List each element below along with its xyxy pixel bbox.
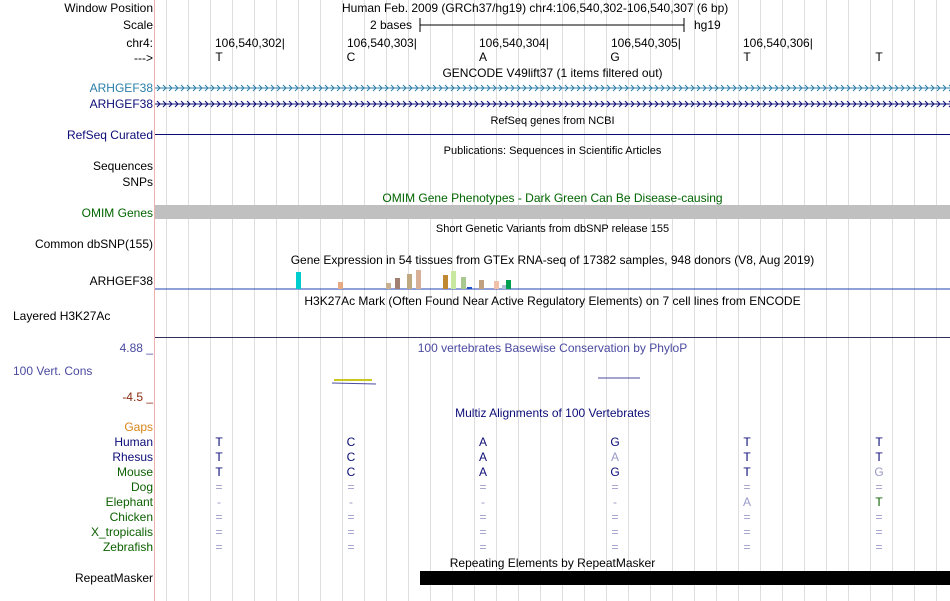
species-label[interactable]: Chicken — [109, 510, 153, 524]
gtex-tissue-bar[interactable] — [451, 271, 456, 289]
gtex-tissue-bar[interactable] — [416, 270, 421, 289]
alignment-base: = — [875, 480, 883, 494]
cons-label[interactable]: 100 Vert. Cons — [13, 364, 93, 378]
alignment-base: A — [478, 450, 487, 464]
cons-max-label: 4.88 _ — [119, 341, 153, 355]
position-tick: 106,540,303| — [347, 36, 417, 50]
alignment-base: = — [479, 510, 487, 524]
alignment-base: A — [610, 450, 619, 464]
reference-base: C — [346, 50, 356, 64]
pubs-track-title: Publications: Sequences in Scientific Articles — [443, 145, 662, 157]
alignment-base: = — [347, 480, 355, 494]
alignment-base: - — [613, 495, 617, 509]
gtex-tissue-bar[interactable] — [395, 278, 400, 289]
scale-value: 2 bases — [370, 18, 413, 32]
alignment-base: = — [347, 525, 355, 539]
alignment-base: - — [349, 495, 353, 509]
gtex-tissue-bar[interactable] — [461, 277, 466, 289]
alignment-base: T — [215, 450, 223, 464]
alignment-base: = — [611, 480, 619, 494]
reference-base: T — [743, 50, 751, 64]
alignment-base: = — [743, 510, 751, 524]
alignment-base: = — [743, 480, 751, 494]
position-tick: 106,540,304| — [479, 36, 549, 50]
alignment-base: T — [215, 435, 223, 449]
gtex-tissue-bar[interactable] — [467, 287, 472, 289]
alignment-base: = — [611, 525, 619, 539]
gtex-track-title: Gene Expression in 54 tissues from GTEx RNA-seq of 17382 samples, 948 donors (V8, Aug 2019) — [290, 253, 815, 267]
species-label[interactable]: Elephant — [105, 495, 153, 509]
alignment-base: = — [479, 540, 487, 554]
gtex-tissue-bar[interactable] — [386, 283, 391, 289]
gtex-tissue-bar[interactable] — [407, 274, 412, 289]
alignment-base: = — [215, 525, 223, 539]
omim-label[interactable]: OMIM Genes — [81, 206, 153, 220]
alignment-base: = — [479, 480, 487, 494]
gtex-tissue-bar[interactable] — [296, 272, 301, 289]
alignment-base: G — [610, 465, 620, 479]
alignment-base: T — [743, 450, 751, 464]
reference-base: T — [215, 50, 223, 64]
alignment-base: = — [215, 480, 223, 494]
strand-label: ---> — [134, 51, 153, 65]
alignment-base: = — [347, 540, 355, 554]
alignment-base: T — [875, 435, 883, 449]
gencode-transcript-2[interactable] — [155, 98, 950, 110]
alignment-base: A — [742, 495, 751, 509]
species-label[interactable]: Dog — [130, 480, 153, 494]
alignment-base: = — [875, 540, 883, 554]
alignment-base: = — [215, 510, 223, 524]
alignment-base: A — [478, 435, 487, 449]
gaps-label[interactable]: Gaps — [124, 420, 153, 434]
alignment-base: = — [479, 525, 487, 539]
alignment-base: C — [346, 465, 356, 479]
omim-track-title: OMIM Gene Phenotypes - Dark Green Can Be Disease-causing — [382, 191, 723, 205]
alignment-base: T — [743, 465, 751, 479]
species-label[interactable]: X_tropicalis — [90, 525, 153, 539]
refseq-label[interactable]: RefSeq Curated — [66, 128, 153, 142]
cons-track-title: 100 vertebrates Basewise Conservation by PhyloP — [417, 341, 688, 355]
alignment-base: = — [743, 525, 751, 539]
refseq-track-title: RefSeq genes from NCBI — [490, 115, 615, 127]
alignment-base: T — [875, 495, 883, 509]
cons-score-mark — [598, 376, 643, 382]
gtex-tissue-bar[interactable] — [506, 280, 511, 289]
gtex-expression-bars[interactable] — [155, 266, 950, 290]
rmsk-track-title: Repeating Elements by RepeatMasker — [449, 556, 656, 570]
alignment-base: = — [743, 540, 751, 554]
omim-phenotype-bar[interactable] — [155, 205, 950, 219]
reference-base: G — [610, 50, 620, 64]
gtex-tissue-bar[interactable] — [338, 282, 343, 289]
alignment-base: = — [875, 510, 883, 524]
alignment-base: T — [875, 450, 883, 464]
species-label[interactable]: Zebrafish — [102, 540, 153, 554]
gtex-label[interactable]: ARHGEF38 — [89, 274, 153, 288]
rmsk-repeat-block[interactable] — [420, 571, 950, 585]
species-label[interactable]: Rhesus — [112, 450, 153, 464]
alignment-base: G — [874, 465, 884, 479]
cons-score-mark — [330, 376, 380, 388]
chrom-label: chr4: — [126, 36, 153, 50]
alignment-base: C — [346, 450, 356, 464]
gencode-track-title: GENCODE V49lift37 (1 items filtered out) — [442, 66, 663, 80]
alignment-base: C — [346, 435, 356, 449]
alignment-base: = — [875, 525, 883, 539]
scale-bar — [419, 17, 687, 33]
alignment-base: = — [215, 540, 223, 554]
species-label[interactable]: Human — [114, 435, 153, 449]
scale-label: Scale — [122, 18, 153, 32]
gtex-tissue-bar[interactable] — [443, 275, 448, 289]
alignment-base: - — [481, 495, 485, 509]
gencode-item-label[interactable]: ARHGEF38 — [89, 97, 153, 111]
gtex-tissue-bar[interactable] — [479, 280, 484, 289]
alignment-base: = — [611, 540, 619, 554]
rmsk-label[interactable]: RepeatMasker — [74, 571, 153, 585]
alignment-base: T — [743, 435, 751, 449]
alignment-base: G — [610, 435, 620, 449]
multiz-track-title: Multiz Alignments of 100 Vertebrates — [455, 406, 650, 420]
dbsnp-label[interactable]: Common dbSNP(155) — [34, 237, 153, 251]
cons-min-label: -4.5 _ — [122, 390, 153, 404]
window-position-label: Window Position — [64, 1, 153, 15]
refseq-gene-line[interactable] — [155, 134, 950, 135]
gencode-transcript-1[interactable] — [155, 82, 950, 94]
position-tick: 106,540,306| — [743, 36, 813, 50]
alignment-base: A — [478, 465, 487, 479]
species-label[interactable]: Mouse — [116, 465, 153, 479]
dbsnp-track-title: Short Genetic Variants from dbSNP release 155 — [435, 223, 670, 235]
pubs-label[interactable]: Sequences — [92, 159, 153, 173]
gencode-item-label[interactable]: ARHGEF38 — [89, 81, 153, 95]
position-tick: 106,540,305| — [611, 36, 681, 50]
gtex-tissue-bar[interactable] — [494, 281, 499, 289]
reference-base: A — [478, 50, 487, 64]
h3k27ac-track-title: H3K27Ac Mark (Often Found Near Active Regulatory Elements) on 7 cell lines from ENCODE — [304, 294, 801, 308]
window-position-value: Human Feb. 2009 (GRCh37/hg19) chr4:106,540,302-106,540,307 (6 bp) — [342, 1, 729, 15]
position-tick: 106,540,302| — [215, 36, 285, 50]
snps-label[interactable]: SNPs — [122, 175, 153, 189]
reference-base: T — [875, 50, 883, 64]
alignment-base: = — [347, 510, 355, 524]
h3k27ac-baseline — [155, 337, 950, 338]
h3k27ac-label[interactable]: Layered H3K27Ac — [13, 309, 111, 323]
alignment-base: - — [217, 495, 221, 509]
alignment-base: T — [215, 465, 223, 479]
scale-db: hg19 — [694, 18, 721, 32]
alignment-base: = — [611, 510, 619, 524]
